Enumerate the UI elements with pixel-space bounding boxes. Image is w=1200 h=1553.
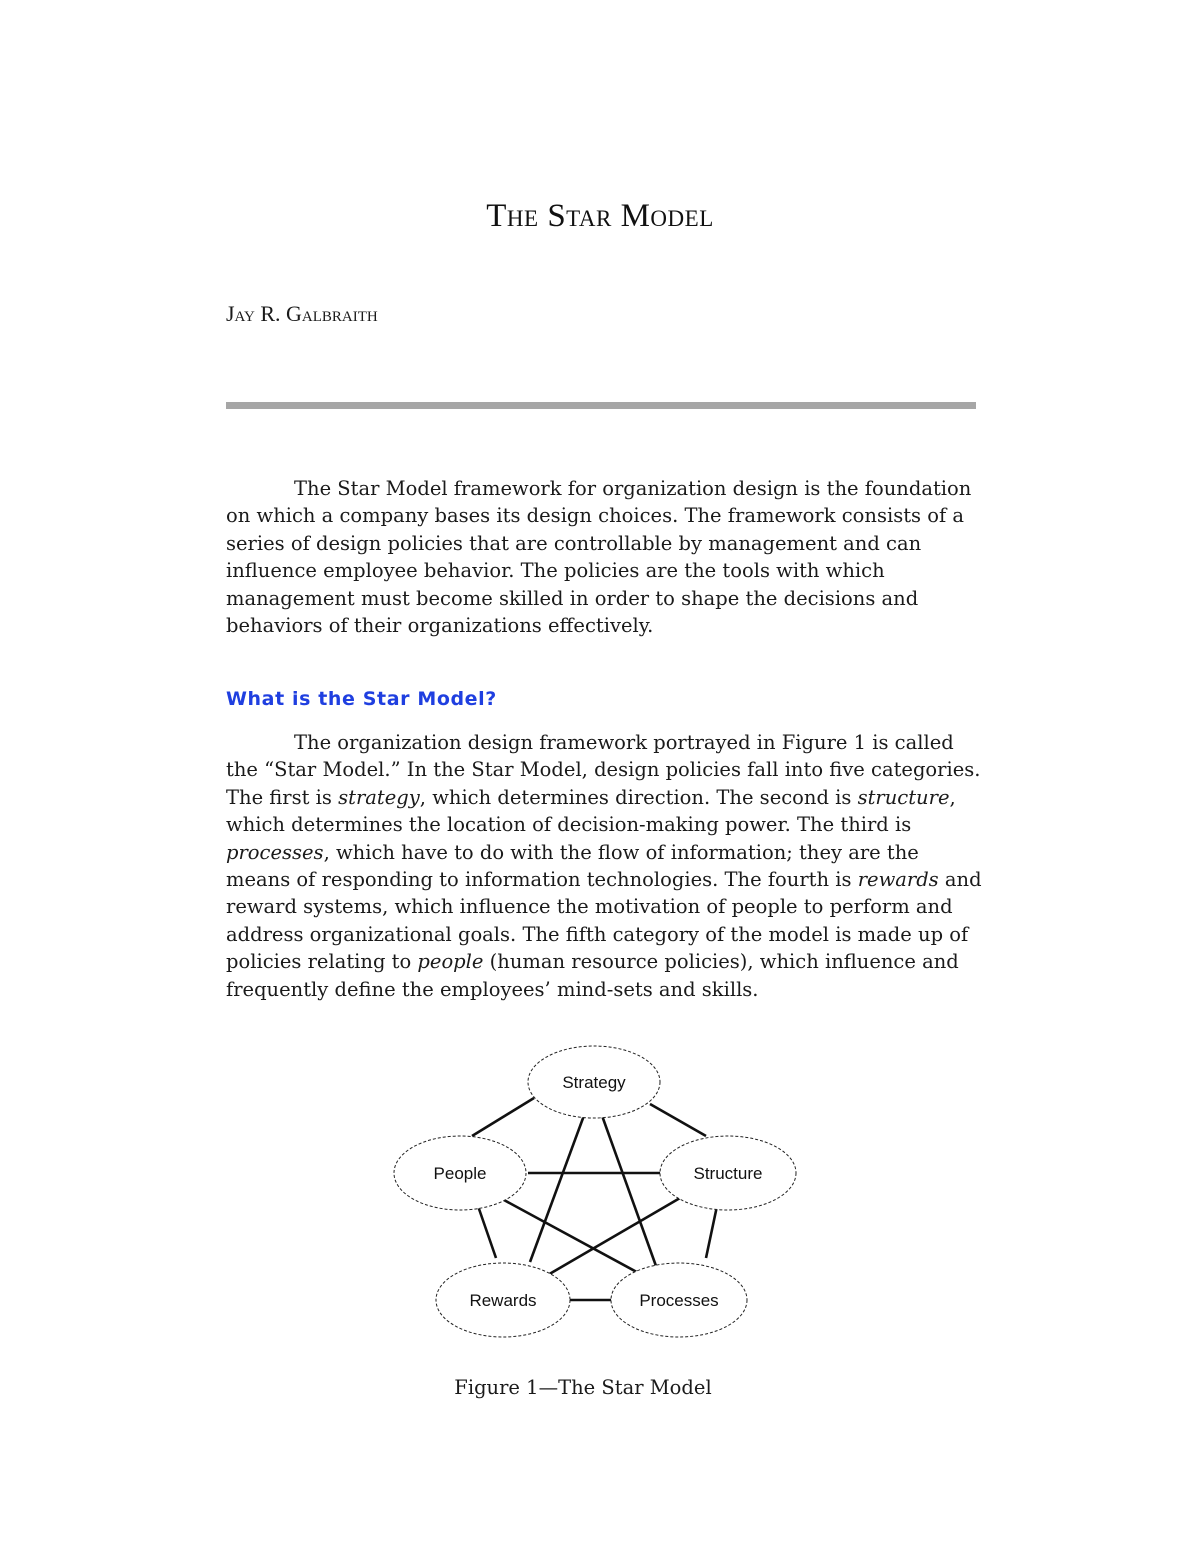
- text-run: , which determines direction. The second is: [419, 785, 858, 809]
- term-rewards: rewards: [857, 868, 939, 892]
- edge-strategy-structure: [650, 1104, 706, 1136]
- text-run: , which have to do with the flow of information; they are the means of responding to information technologies. The fourth is: [226, 840, 919, 892]
- edge-structure-rewards: [546, 1198, 680, 1276]
- intro-paragraph: [226, 475, 986, 639]
- edge-structure-processes: [706, 1206, 717, 1258]
- node-label-structure: Structure: [693, 1164, 763, 1183]
- term-people: people: [417, 950, 484, 974]
- edge-people-rewards: [478, 1206, 496, 1258]
- node-label-rewards: Rewards: [469, 1291, 537, 1310]
- term-structure: structure: [857, 785, 950, 809]
- section-heading: What is the Star Model?: [226, 688, 497, 710]
- term-strategy: strategy: [338, 785, 420, 809]
- node-label-strategy: Strategy: [562, 1073, 626, 1092]
- edge-strategy-processes: [600, 1110, 656, 1266]
- divider: [226, 402, 976, 409]
- star-model-diagram: [380, 1030, 820, 1350]
- author-name: Jay R. Galbraith: [226, 301, 378, 326]
- edge-strategy-people: [472, 1098, 534, 1136]
- section-paragraph: [226, 729, 986, 1003]
- text-run: (human resource policies), which influence and frequently define the employees’ mind-sets and skills.: [226, 950, 959, 1001]
- term-processes: processes: [226, 840, 324, 864]
- intro-text: The Star Model framework for organization design is the foundation on which a company bases its design choices. The framework consists of a series of design policies that are controllable by management and can influence employee behavior. The policies are the tools with which management must become skilled in order to shape the decisions and behaviors of their organizations effectively.: [226, 477, 972, 638]
- star-model-svg: [380, 1030, 820, 1350]
- text-run: , which determines the location of decision-making power. The third is: [226, 785, 956, 837]
- node-label-people: People: [433, 1164, 487, 1183]
- page-title: The Star Model: [486, 198, 714, 234]
- text-run: and reward systems, which influence the motivation of people to perform and address organizational goals. The fifth category of the model is made up of policies relating to: [226, 868, 982, 974]
- text-run: The organization design framework portrayed in Figure 1 is called the “Star Model.” In the Star Model, design policies fall into five categories. The first is: [226, 731, 981, 809]
- figure-caption: Figure 1—The Star Model: [454, 1376, 712, 1399]
- node-label-processes: Processes: [639, 1291, 719, 1310]
